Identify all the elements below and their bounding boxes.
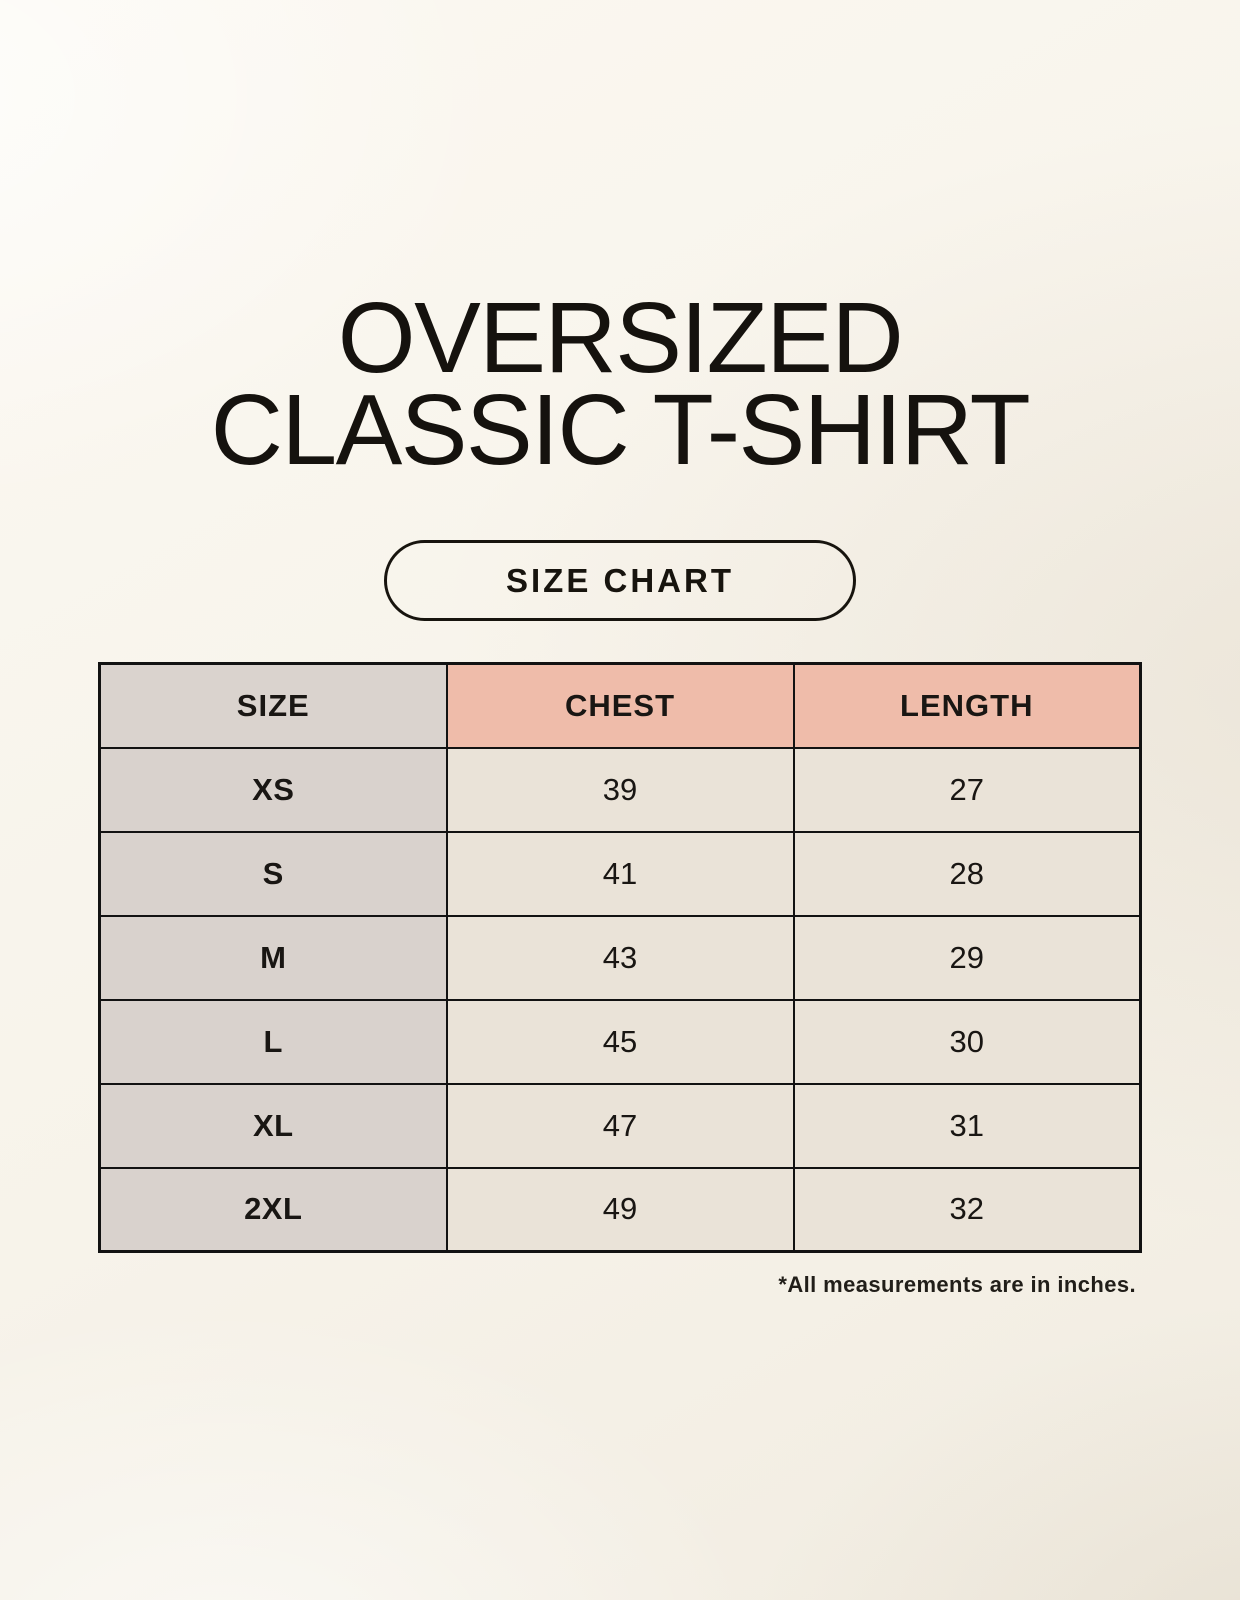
size-table-header <box>100 664 1141 748</box>
size-cell: XS <box>100 748 447 832</box>
header-row <box>100 664 1141 748</box>
size-cell: M <box>100 916 447 1000</box>
chest-column-header: CHEST <box>447 664 794 748</box>
measurements-note: *All measurements are in inches. <box>778 1272 1136 1297</box>
size-table <box>98 662 1142 1253</box>
size-cell: S <box>100 832 447 916</box>
size-cell: 2XL <box>100 1168 447 1252</box>
length-cell: 32 <box>794 1168 1141 1252</box>
table-row-s <box>100 832 1141 916</box>
table-row-m <box>100 916 1141 1000</box>
table-row-xl <box>100 1084 1141 1168</box>
chest-cell: 45 <box>447 1000 794 1084</box>
length-column-header: LENGTH <box>794 664 1141 748</box>
length-cell: 27 <box>794 748 1141 832</box>
size-chart-button[interactable] <box>384 540 856 621</box>
size-cell: L <box>100 1000 447 1084</box>
chest-cell: 43 <box>447 916 794 1000</box>
table-row-2xl <box>100 1168 1141 1252</box>
size-cell: XL <box>100 1084 447 1168</box>
table-row-xs <box>100 748 1141 832</box>
size-column-header: SIZE <box>100 664 447 748</box>
size-chart-button-label: SIZE CHART <box>506 561 734 599</box>
length-cell: 29 <box>794 916 1141 1000</box>
table-row-l <box>100 1000 1141 1084</box>
chest-cell: 47 <box>447 1084 794 1168</box>
chest-cell: 41 <box>447 832 794 916</box>
chest-cell: 49 <box>447 1168 794 1252</box>
length-cell: 30 <box>794 1000 1141 1084</box>
product-title-line-2: CLASSIC T-SHIRT <box>210 374 1030 486</box>
product-title-line-1: OVERSIZED <box>337 282 903 394</box>
length-cell: 31 <box>794 1084 1141 1168</box>
length-cell: 28 <box>794 832 1141 916</box>
product-title <box>0 282 1240 486</box>
chest-cell: 39 <box>447 748 794 832</box>
